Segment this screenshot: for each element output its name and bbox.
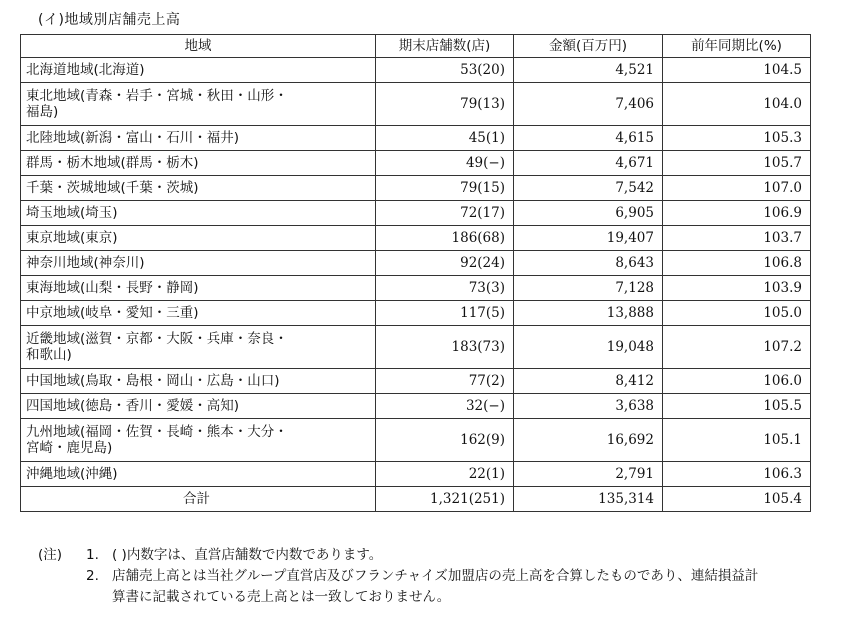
- stores-cell: 183(73): [376, 326, 514, 369]
- regional-sales-table: [20, 34, 811, 512]
- amount-cell: 3,638: [514, 394, 663, 419]
- yoy-cell: 104.0: [663, 83, 811, 126]
- amount-cell: 4,671: [514, 151, 663, 176]
- amount-cell: 6,905: [514, 201, 663, 226]
- region-cell: 北海道地域(北海道): [21, 58, 376, 83]
- stores-cell: 117(5): [376, 301, 514, 326]
- yoy-cell: 107.2: [663, 326, 811, 369]
- region-cell: 群馬・栃木地域(群馬・栃木): [21, 151, 376, 176]
- stores-cell: 73(3): [376, 276, 514, 301]
- table-row: [21, 176, 811, 201]
- region-cell: 北陸地域(新潟・富山・石川・福井): [21, 126, 376, 151]
- footnotes: [38, 545, 812, 608]
- yoy-cell: 105.1: [663, 419, 811, 462]
- header-stores: 期末店舗数(店): [376, 35, 514, 58]
- amount-cell: 4,615: [514, 126, 663, 151]
- table-row: [21, 462, 811, 487]
- total-label: 合計: [21, 487, 376, 512]
- stores-cell: 49(−): [376, 151, 514, 176]
- table-row: [21, 83, 811, 126]
- yoy-cell: 103.9: [663, 276, 811, 301]
- stores-cell: 32(−): [376, 394, 514, 419]
- stores-cell: 186(68): [376, 226, 514, 251]
- total-yoy: 105.4: [663, 487, 811, 512]
- footnote-number: 1.: [86, 547, 99, 563]
- yoy-cell: 105.5: [663, 394, 811, 419]
- yoy-cell: 105.0: [663, 301, 811, 326]
- stores-cell: 79(13): [376, 83, 514, 126]
- table-row: [21, 226, 811, 251]
- yoy-cell: 106.9: [663, 201, 811, 226]
- table-row: [21, 251, 811, 276]
- stores-cell: 45(1): [376, 126, 514, 151]
- yoy-cell: 106.0: [663, 369, 811, 394]
- region-cell: 東海地域(山梨・長野・静岡): [21, 276, 376, 301]
- stores-cell: 77(2): [376, 369, 514, 394]
- region-cell: 近畿地域(滋賀・京都・大阪・兵庫・奈良・ 和歌山): [21, 326, 376, 369]
- region-cell: 神奈川地域(神奈川): [21, 251, 376, 276]
- footnote-number: 2.: [86, 568, 99, 584]
- footnote-2: [38, 566, 812, 587]
- amount-cell: 13,888: [514, 301, 663, 326]
- amount-cell: 8,412: [514, 369, 663, 394]
- yoy-cell: 107.0: [663, 176, 811, 201]
- stores-cell: 53(20): [376, 58, 514, 83]
- header-region: 地域: [21, 35, 376, 58]
- region-cell: 東北地域(青森・岩手・宮城・秋田・山形・ 福島): [21, 83, 376, 126]
- region-cell: 埼玉地域(埼玉): [21, 201, 376, 226]
- yoy-cell: 105.3: [663, 126, 811, 151]
- total-row: [21, 487, 811, 512]
- header-yoy: 前年同期比(%): [663, 35, 811, 58]
- yoy-cell: 105.7: [663, 151, 811, 176]
- table-row: [21, 201, 811, 226]
- region-cell: 四国地域(徳島・香川・愛媛・高知): [21, 394, 376, 419]
- amount-cell: 8,643: [514, 251, 663, 276]
- region-cell: 千葉・茨城地域(千葉・茨城): [21, 176, 376, 201]
- table-title: (イ)地域別店舗売上高: [38, 12, 181, 28]
- amount-cell: 16,692: [514, 419, 663, 462]
- amount-cell: 19,407: [514, 226, 663, 251]
- yoy-cell: 106.3: [663, 462, 811, 487]
- amount-cell: 4,521: [514, 58, 663, 83]
- header-row: [21, 35, 811, 58]
- region-cell: 九州地域(福岡・佐賀・長崎・熊本・大分・ 宮崎・鹿児島): [21, 419, 376, 462]
- amount-cell: 2,791: [514, 462, 663, 487]
- header-amount: 金額(百万円): [514, 35, 663, 58]
- total-stores: 1,321(251): [376, 487, 514, 512]
- total-amount: 135,314: [514, 487, 663, 512]
- stores-cell: 22(1): [376, 462, 514, 487]
- footnote-1: [38, 545, 812, 566]
- table-row: [21, 126, 811, 151]
- table-row: [21, 394, 811, 419]
- notes-label: (注): [38, 547, 63, 563]
- amount-cell: 7,542: [514, 176, 663, 201]
- stores-cell: 162(9): [376, 419, 514, 462]
- amount-cell: 7,128: [514, 276, 663, 301]
- footnote-continuation: 算書に記載されている売上高とは一致しておりません。: [112, 589, 451, 605]
- region-cell: 中京地域(岐阜・愛知・三重): [21, 301, 376, 326]
- stores-cell: 92(24): [376, 251, 514, 276]
- yoy-cell: 103.7: [663, 226, 811, 251]
- table-row: [21, 301, 811, 326]
- table-row: [21, 419, 811, 462]
- region-cell: 沖縄地域(沖縄): [21, 462, 376, 487]
- region-cell: 東京地域(東京): [21, 226, 376, 251]
- region-cell: 中国地域(鳥取・島根・岡山・広島・山口): [21, 369, 376, 394]
- amount-cell: 19,048: [514, 326, 663, 369]
- footnote-text: 店舗売上高とは当社グループ直営店及びフランチャイズ加盟店の売上高を合算したものであり、連結損益計: [112, 568, 759, 584]
- table-row: [21, 151, 811, 176]
- yoy-cell: 106.8: [663, 251, 811, 276]
- yoy-cell: 104.5: [663, 58, 811, 83]
- table-row: [21, 58, 811, 83]
- table-row: [21, 276, 811, 301]
- amount-cell: 7,406: [514, 83, 663, 126]
- stores-cell: 72(17): [376, 201, 514, 226]
- footnote-text: ( )内数字は、直営店舗数で内数であります。: [112, 547, 383, 563]
- stores-cell: 79(15): [376, 176, 514, 201]
- table-row: [21, 369, 811, 394]
- table-row: [21, 326, 811, 369]
